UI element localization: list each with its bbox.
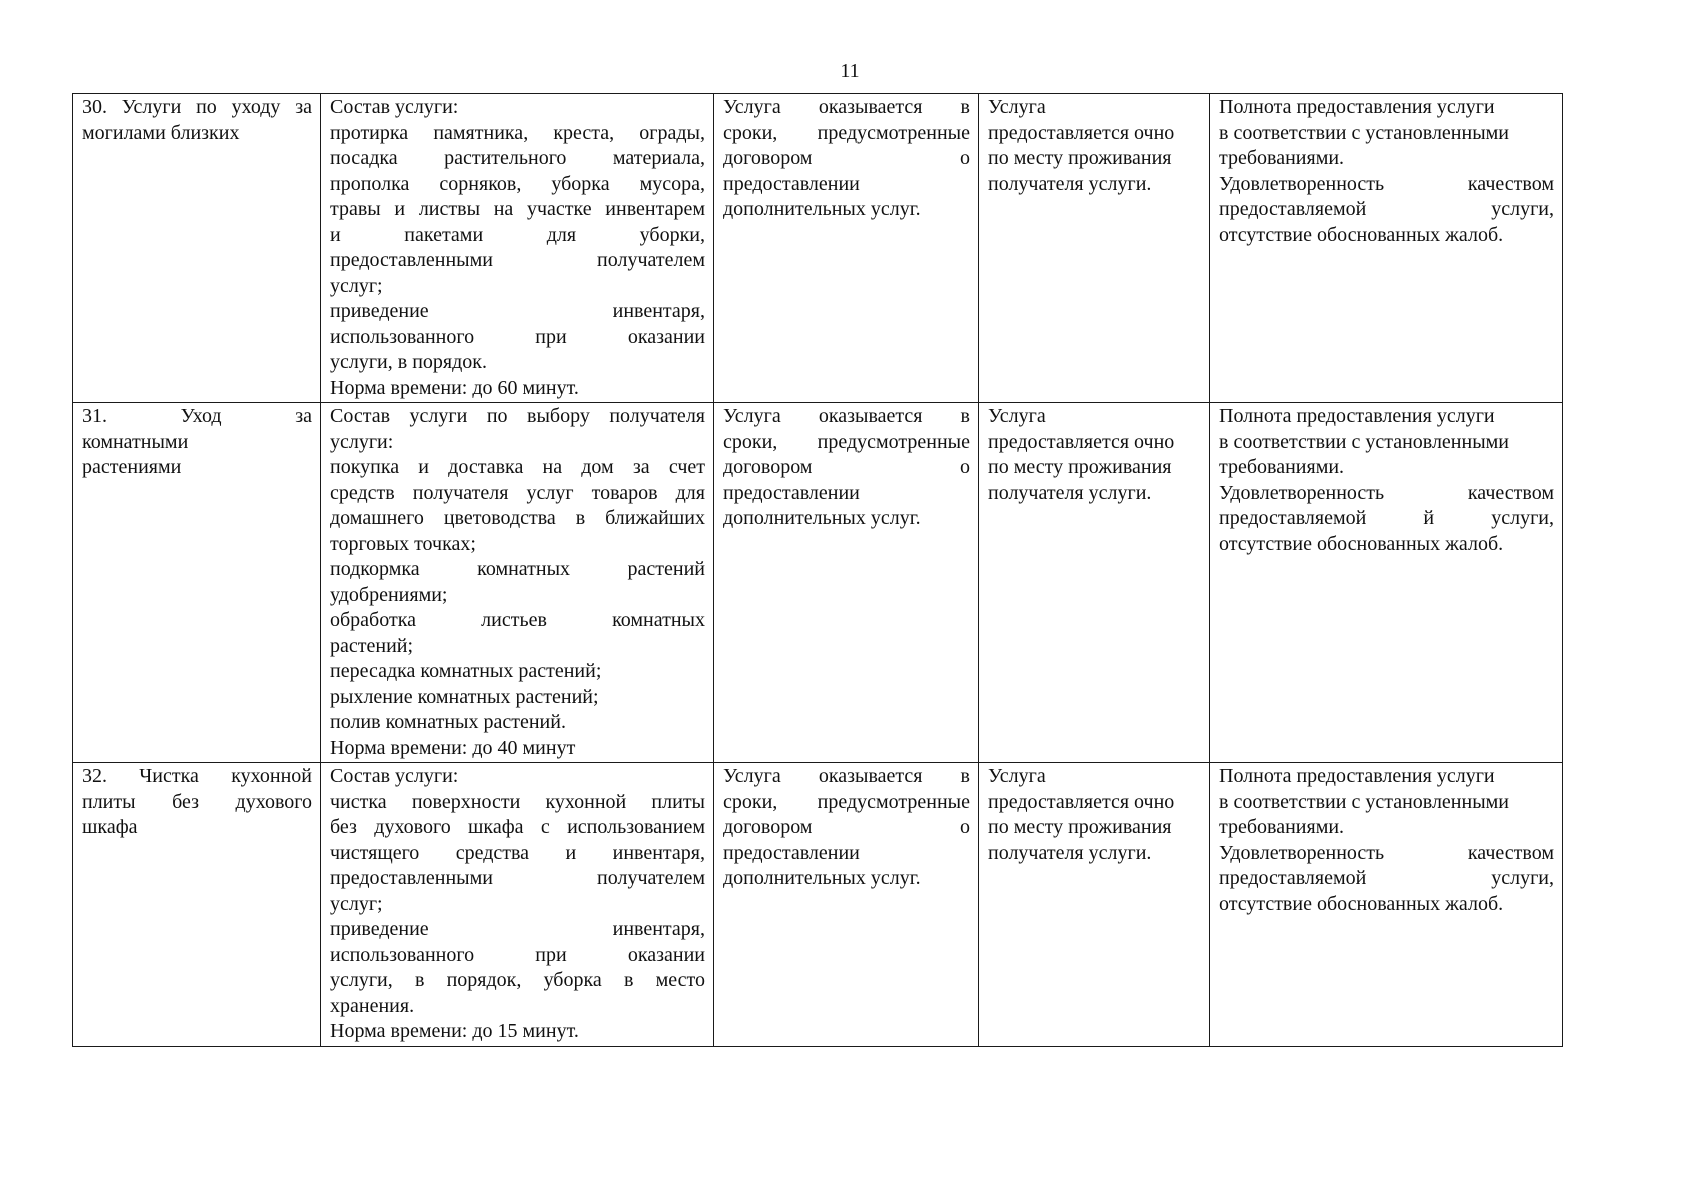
service-name-cell <box>73 94 321 403</box>
text-line: отсутствие обоснованных жалоб. <box>1219 532 1504 555</box>
time-norm: Норма времени: до 15 минут. <box>330 1020 579 1042</box>
text-line: протирка памятника, креста, ограды, <box>330 121 705 144</box>
text-line: получателя услуги. <box>988 841 1152 864</box>
service-terms-cell <box>714 763 979 1047</box>
service-name-cell <box>73 763 321 1047</box>
text-line: предоставляется очно <box>988 121 1175 144</box>
text-line: 32. Чистка кухонной <box>82 765 312 787</box>
text-line: шкафа <box>82 816 138 838</box>
text-line: Услуга <box>988 765 1046 787</box>
text-line: сроки, предусмотренные <box>723 790 970 813</box>
service-quality-cell <box>1210 763 1563 1047</box>
service-composition-cell <box>321 403 714 763</box>
text-line: договором о <box>723 147 970 169</box>
text-line: услуги, в порядок. <box>330 351 488 373</box>
text-line: прополка сорняков, уборка мусора, <box>330 172 705 195</box>
text-line: по месту проживания <box>988 456 1172 478</box>
service-name-cell <box>73 403 321 763</box>
text-line: средств получателя услуг товаров для <box>330 481 705 504</box>
text-line: предоставлении <box>723 172 860 195</box>
text-line: сроки, предусмотренные <box>723 430 970 453</box>
text-line: приведение инвентаря, <box>330 300 705 322</box>
text-line: приведение инвентаря, <box>330 918 705 940</box>
text-line: чистка поверхности кухонной плиты <box>330 790 705 813</box>
text-line: предоставляется очно <box>988 790 1175 813</box>
text-line: предоставляется очно <box>988 430 1175 453</box>
text-line: могилами близких <box>82 121 240 144</box>
text-line: Услуга <box>988 96 1046 118</box>
time-norm: Норма времени: до 40 минут <box>330 736 576 759</box>
text-line: требованиями. <box>1219 456 1345 478</box>
text-line: Удовлетворенность качеством <box>1219 481 1554 504</box>
text-line: 31. Уход за <box>82 405 312 427</box>
service-place-cell <box>979 94 1210 403</box>
text-line: Услуга оказывается в <box>723 765 970 787</box>
text-line: дополнительных услуг. <box>723 507 921 529</box>
text-line: требованиями. <box>1219 147 1345 169</box>
text-line: использованного при оказании <box>330 943 705 966</box>
text-line: торговых точках; <box>330 532 476 555</box>
text-line: подкормка комнатных растений <box>330 558 705 580</box>
text-line: сроки, предусмотренные <box>723 121 970 144</box>
text-line: по месту проживания <box>988 147 1172 169</box>
text-line: Услуга оказывается в <box>723 96 970 118</box>
text-line: пересадка комнатных растений; <box>330 660 602 682</box>
text-line: посадка растительного материала, <box>330 147 705 169</box>
text-line: удобрениями; <box>330 583 448 606</box>
text-line: предоставленными получателем <box>330 249 705 271</box>
table-row <box>73 94 1563 403</box>
text-line: предоставляемой й услуги, <box>1219 507 1554 529</box>
service-quality-cell <box>1210 403 1563 763</box>
text-line: получателя услуги. <box>988 481 1152 504</box>
service-composition-cell <box>321 763 714 1047</box>
text-line: растений; <box>330 634 414 657</box>
text-line: Состав услуги: <box>330 96 459 118</box>
text-line: 30. Услуги по уходу за <box>82 96 312 118</box>
text-line: договором о <box>723 816 970 838</box>
text-line: отсутствие обоснованных жалоб. <box>1219 223 1504 246</box>
text-line: предоставлении <box>723 481 860 504</box>
text-line: рыхление комнатных растений; <box>330 685 599 708</box>
services-table <box>72 93 1563 1047</box>
text-line: травы и листвы на участке инвентарем <box>330 198 705 220</box>
text-line: использованного при оказании <box>330 325 705 348</box>
text-line: Полнота предоставления услуги <box>1219 405 1495 427</box>
text-line: предоставлении <box>723 841 860 864</box>
text-line: покупка и доставка на дом за счет <box>330 456 705 478</box>
text-line: услуги, в порядок, уборка в место <box>330 969 705 991</box>
page-number: 11 <box>840 60 860 82</box>
text-line: в соответствии с установленными <box>1219 790 1510 813</box>
text-line: получателя услуги. <box>988 172 1152 195</box>
text-line: предоставляемой услуги, <box>1219 198 1554 220</box>
service-composition-cell <box>321 94 714 403</box>
text-line: предоставленными получателем <box>330 867 705 889</box>
text-line: растениями <box>82 456 182 478</box>
text-line: комнатными <box>82 430 189 453</box>
text-line: предоставляемой услуги, <box>1219 867 1554 889</box>
service-terms-cell <box>714 94 979 403</box>
text-line: услуг; <box>330 274 383 297</box>
service-quality-cell <box>1210 94 1563 403</box>
text-line: дополнительных услуг. <box>723 198 921 220</box>
text-line: услуг; <box>330 892 383 915</box>
text-line: Состав услуги по выбору получателя <box>330 405 705 427</box>
service-place-cell <box>979 763 1210 1047</box>
text-line: Услуга <box>988 405 1046 427</box>
text-line: в соответствии с установленными <box>1219 430 1510 453</box>
text-line: требованиями. <box>1219 816 1345 838</box>
text-line: хранения. <box>330 994 415 1017</box>
service-terms-cell <box>714 403 979 763</box>
table-row <box>73 403 1563 763</box>
text-line: дополнительных услуг. <box>723 867 921 889</box>
text-line: Услуга оказывается в <box>723 405 970 427</box>
text-line: Полнота предоставления услуги <box>1219 765 1495 787</box>
text-line: по месту проживания <box>988 816 1172 838</box>
text-line: в соответствии с установленными <box>1219 121 1510 144</box>
service-place-cell <box>979 403 1210 763</box>
time-norm: Норма времени: до 60 минут. <box>330 376 579 399</box>
text-line: Удовлетворенность качеством <box>1219 172 1554 195</box>
text-line: домашнего цветоводства в ближайших <box>330 507 705 529</box>
text-line: полив комнатных растений. <box>330 711 566 733</box>
text-line: и пакетами для уборки, <box>330 223 705 246</box>
text-line: отсутствие обоснованных жалоб. <box>1219 892 1504 915</box>
text-line: Состав услуги: <box>330 765 459 787</box>
text-line: Удовлетворенность качеством <box>1219 841 1554 864</box>
text-line: обработка листьев комнатных <box>330 609 705 631</box>
text-line: договором о <box>723 456 970 478</box>
text-line: Полнота предоставления услуги <box>1219 96 1495 118</box>
text-line: услуги: <box>330 430 394 453</box>
text-line: без духового шкафа с использованием <box>330 816 705 838</box>
text-line: плиты без духового <box>82 790 312 813</box>
table-row <box>73 763 1563 1047</box>
text-line: чистящего средства и инвентаря, <box>330 841 705 864</box>
